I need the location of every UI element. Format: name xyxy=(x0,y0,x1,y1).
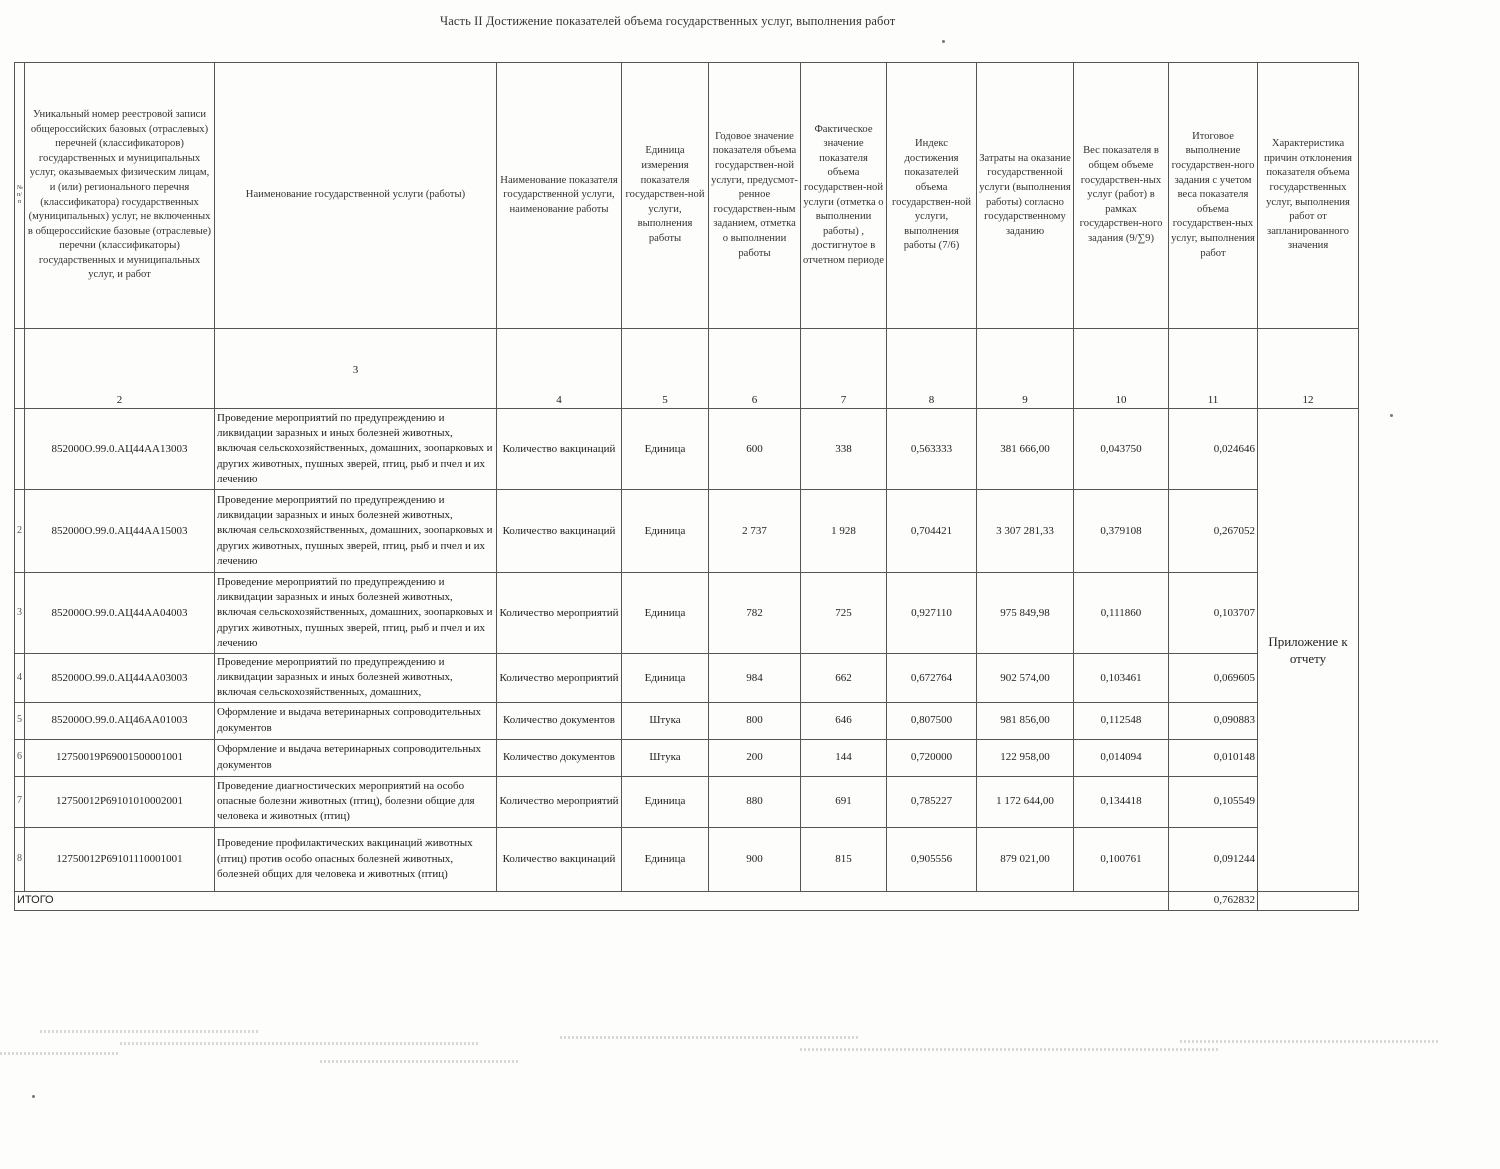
col-number-label: 3 xyxy=(352,364,359,376)
col-number xyxy=(215,329,497,409)
annual-value: 984 xyxy=(709,654,801,703)
weight: 0,103461 xyxy=(1074,654,1169,703)
service-name: Проведение мероприятий по предупреждению и ликвидации заразных и иных болезней животных, включая сельскохозяйственных, домашних, зоопарковых и других животных, пушных зверей, птиц, рыб и пчел и их лечению xyxy=(215,490,497,573)
header-indicator-name: Наименование показателя государственной услуги, наименование работы xyxy=(497,63,622,329)
indicator-name: Количество вакцинаций xyxy=(497,490,622,573)
weight: 0,134418 xyxy=(1074,776,1169,827)
achievement-index: 0,563333 xyxy=(887,409,977,490)
table-row xyxy=(15,739,1359,776)
annual-value: 782 xyxy=(709,573,801,654)
registry-code: 852000О.99.0.АЦ44АА15003 xyxy=(25,490,215,573)
annual-value: 200 xyxy=(709,739,801,776)
header-annual-value: Годовое значение показателя объема государствен-ной услуги, предусмот-ренное государствен-ным заданием, отметка о выполнении работы xyxy=(709,63,801,329)
actual-value: 338 xyxy=(801,409,887,490)
scan-artifact xyxy=(0,1052,120,1055)
final-result: 0,105549 xyxy=(1169,776,1258,827)
scan-speck xyxy=(32,1095,35,1098)
unit: Единица xyxy=(622,573,709,654)
registry-code: 12750019Р69001500001001 xyxy=(25,739,215,776)
scan-speck xyxy=(1390,414,1393,417)
indicator-name: Количество вакцинаций xyxy=(497,409,622,490)
column-numbers-row xyxy=(15,329,1359,409)
col-number: 10 xyxy=(1074,329,1169,409)
header-costs: Затраты на оказание государственной услуги (выполнения работы) согласно государственному заданию xyxy=(977,63,1074,329)
indicator-name: Количество мероприятий xyxy=(497,573,622,654)
scan-speck xyxy=(942,40,945,43)
final-result: 0,103707 xyxy=(1169,573,1258,654)
services-report-table xyxy=(14,62,1359,911)
header-final-result: Итоговое выполнение государствен-ного задания с учетом веса показателя объема государствен-ных услуг, выполнения работ xyxy=(1169,63,1258,329)
achievement-index: 0,785227 xyxy=(887,776,977,827)
header-unit: Единица измерения показателя государствен-ной услуги, выполнения работы xyxy=(622,63,709,329)
service-name: Проведение диагностических мероприятий на особо опасные болезни животных (птиц), болезни общие для человека и животных (птиц) xyxy=(215,776,497,827)
weight: 0,111860 xyxy=(1074,573,1169,654)
actual-value: 815 xyxy=(801,827,887,891)
row-number: 5 xyxy=(15,702,25,739)
unit: Единица xyxy=(622,827,709,891)
col-number: 8 xyxy=(887,329,977,409)
registry-code: 12750012Р69101110001001 xyxy=(25,827,215,891)
col-number: 2 xyxy=(25,329,215,409)
table-row xyxy=(15,776,1359,827)
service-name: Проведение мероприятий по предупреждению и ликвидации заразных и иных болезней животных, включая сельскохозяйственных, домашних, зоопарковых и других животных, пушных зверей, птиц, рыб и пчел и их лечению xyxy=(215,409,497,490)
row-number: 8 xyxy=(15,827,25,891)
achievement-index: 0,672764 xyxy=(887,654,977,703)
scan-artifact xyxy=(1180,1040,1440,1043)
registry-code: 852000О.99.0.АЦ44АА13003 xyxy=(25,409,215,490)
actual-value: 691 xyxy=(801,776,887,827)
scan-artifact xyxy=(560,1036,860,1039)
col-number: 5 xyxy=(622,329,709,409)
table-row xyxy=(15,573,1359,654)
registry-code: 852000О.99.0.АЦ44АА03003 xyxy=(25,654,215,703)
row-number: 6 xyxy=(15,739,25,776)
indicator-name: Количество документов xyxy=(497,702,622,739)
indicator-name: Количество вакцинаций xyxy=(497,827,622,891)
actual-value: 144 xyxy=(801,739,887,776)
costs: 381 666,00 xyxy=(977,409,1074,490)
actual-value: 646 xyxy=(801,702,887,739)
col-number: 9 xyxy=(977,329,1074,409)
achievement-index: 0,720000 xyxy=(887,739,977,776)
costs: 122 958,00 xyxy=(977,739,1074,776)
scan-artifact xyxy=(120,1042,480,1045)
weight: 0,043750 xyxy=(1074,409,1169,490)
table-row xyxy=(15,827,1359,891)
weight: 0,379108 xyxy=(1074,490,1169,573)
service-name: Оформление и выдача ветеринарных сопроводительных документов xyxy=(215,702,497,739)
header-actual-value: Фактическое значение показателя объема государствен-ной услуги (отметка о выполнении работы) , достигнутое в отчетном периоде xyxy=(801,63,887,329)
row-number: 3 xyxy=(15,573,25,654)
costs: 981 856,00 xyxy=(977,702,1074,739)
header-row xyxy=(15,63,1359,329)
table-row xyxy=(15,654,1359,703)
row-number: 4 xyxy=(15,654,25,703)
table-row xyxy=(15,490,1359,573)
col-number: 12 xyxy=(1258,329,1359,409)
annual-value: 900 xyxy=(709,827,801,891)
final-result: 0,010148 xyxy=(1169,739,1258,776)
total-label: ИТОГО xyxy=(15,891,1169,910)
actual-value: 1 928 xyxy=(801,490,887,573)
row-number: 2 xyxy=(15,490,25,573)
total-value: 0,762832 xyxy=(1169,891,1258,910)
achievement-index: 0,807500 xyxy=(887,702,977,739)
unit: Штука xyxy=(622,702,709,739)
indicator-name: Количество документов xyxy=(497,739,622,776)
col-number xyxy=(15,329,25,409)
header-row-number: № п/п xyxy=(15,63,25,329)
col-number: 4 xyxy=(497,329,622,409)
document-title: Часть II Достижение показателей объема государственных услуг, выполнения работ xyxy=(440,14,896,28)
row-number: 7 xyxy=(15,776,25,827)
table-row xyxy=(15,409,1359,490)
unit: Штука xyxy=(622,739,709,776)
weight: 0,014094 xyxy=(1074,739,1169,776)
registry-code: 852000О.99.0.АЦ44АА04003 xyxy=(25,573,215,654)
header-achievement-index: Индекс достижения показателей объема государствен-ной услуги, выполнения работы (7/6) xyxy=(887,63,977,329)
costs: 3 307 281,33 xyxy=(977,490,1074,573)
final-result: 0,069605 xyxy=(1169,654,1258,703)
indicator-name: Количество мероприятий xyxy=(497,776,622,827)
actual-value: 725 xyxy=(801,573,887,654)
scan-artifact xyxy=(40,1030,260,1033)
registry-code: 12750012Р69101010002001 xyxy=(25,776,215,827)
achievement-index: 0,905556 xyxy=(887,827,977,891)
costs: 975 849,98 xyxy=(977,573,1074,654)
service-name: Проведение профилактических вакцинаций животных (птиц) против особо опасных болезней животных, болезней общих для человека и животных (птиц) xyxy=(215,827,497,891)
col-number: 6 xyxy=(709,329,801,409)
weight: 0,112548 xyxy=(1074,702,1169,739)
final-result: 0,267052 xyxy=(1169,490,1258,573)
actual-value: 662 xyxy=(801,654,887,703)
total-empty-cell xyxy=(1258,891,1359,910)
header-service-name: Наименование государственной услуги (работы) xyxy=(215,63,497,329)
costs: 1 172 644,00 xyxy=(977,776,1074,827)
unit: Единица xyxy=(622,654,709,703)
service-name: Проведение мероприятий по предупреждению и ликвидации заразных и иных болезней животных, включая сельскохозяйственных, домашних, xyxy=(215,654,497,703)
achievement-index: 0,704421 xyxy=(887,490,977,573)
final-result: 0,091244 xyxy=(1169,827,1258,891)
table-row xyxy=(15,702,1359,739)
annual-value: 800 xyxy=(709,702,801,739)
achievement-index: 0,927110 xyxy=(887,573,977,654)
col-number: 7 xyxy=(801,329,887,409)
header-weight: Вес показателя в общем объеме государствен-ных услуг (работ) в рамках государствен-ного задания (9/∑9) xyxy=(1074,63,1169,329)
service-name: Оформление и выдача ветеринарных сопроводительных документов xyxy=(215,739,497,776)
service-name: Проведение мероприятий по предупреждению и ликвидации заразных и иных болезней животных, включая сельскохозяйственных, домашних, зоопарковых и других животных, пушных зверей, птиц, рыб и пчел и их лечению xyxy=(215,573,497,654)
costs: 879 021,00 xyxy=(977,827,1074,891)
scan-artifact xyxy=(800,1048,1220,1051)
header-registry-code: Уникальный номер реестровой записи общероссийских базовых (отраслевых) перечней (классификаторов) государственных и муниципальных услуг, оказываемых физическим лицам, и (или) регионального перечня (классификатора) государственных (муниципальных) услуг, не включенных в общероссийские базовые (отраслевые) перечни (классификаторы) государственных и муниципальных услуг, и работ xyxy=(25,63,215,329)
indicator-name: Количество мероприятий xyxy=(497,654,622,703)
total-row xyxy=(15,891,1359,910)
annual-value: 2 737 xyxy=(709,490,801,573)
annual-value: 880 xyxy=(709,776,801,827)
row-number xyxy=(15,409,25,490)
weight: 0,100761 xyxy=(1074,827,1169,891)
col-number: 11 xyxy=(1169,329,1258,409)
final-result: 0,024646 xyxy=(1169,409,1258,490)
unit: Единица xyxy=(622,409,709,490)
costs: 902 574,00 xyxy=(977,654,1074,703)
scan-artifact xyxy=(320,1060,520,1063)
unit: Единица xyxy=(622,776,709,827)
final-result: 0,090883 xyxy=(1169,702,1258,739)
annual-value: 600 xyxy=(709,409,801,490)
unit: Единица xyxy=(622,490,709,573)
registry-code: 852000О.99.0.АЦ46АА01003 xyxy=(25,702,215,739)
deviation-note: Приложение к отчету xyxy=(1258,409,1359,892)
header-deviation-reason: Характеристика причин отклонения показателя объема государственных услуг, выполнения работ от запланированного значения xyxy=(1258,63,1359,329)
